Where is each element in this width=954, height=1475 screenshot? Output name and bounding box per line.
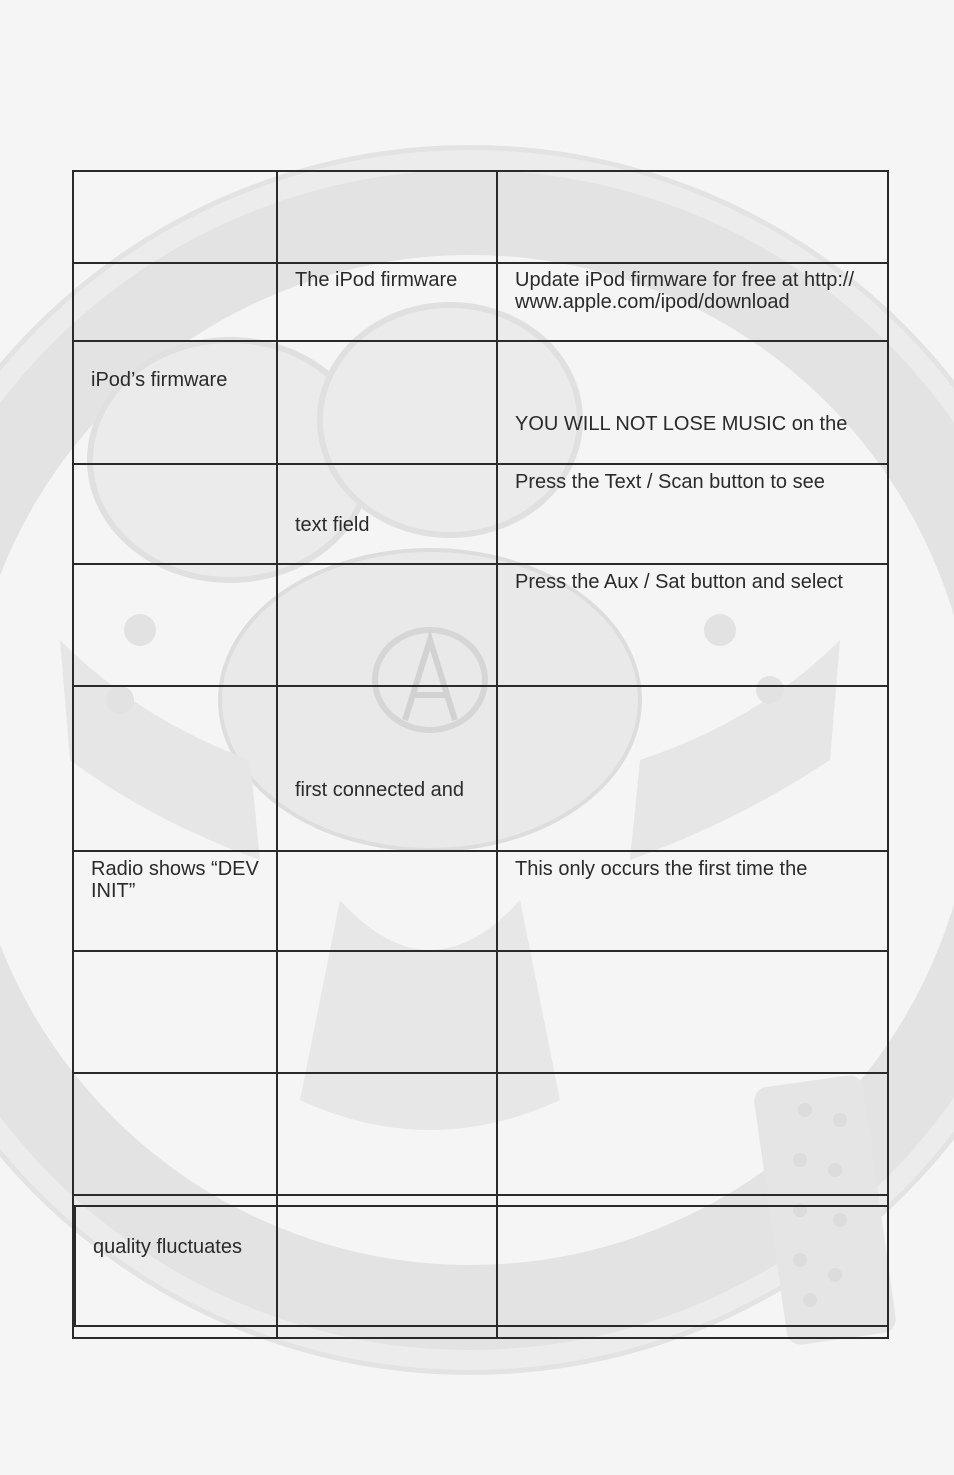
troubleshooting-table bbox=[72, 170, 889, 1339]
cell-text: Press the Text / Scan button to see bbox=[515, 471, 825, 493]
table-cell bbox=[278, 687, 498, 850]
table-row bbox=[72, 264, 889, 342]
table-cell bbox=[74, 172, 278, 262]
table-cell bbox=[74, 264, 278, 340]
table-cell bbox=[74, 852, 278, 950]
table-row bbox=[72, 852, 889, 952]
highlighted-row-box bbox=[74, 1205, 889, 1327]
cell-text: INIT” bbox=[91, 880, 136, 902]
table-cell bbox=[76, 1207, 278, 1325]
table-row bbox=[72, 565, 889, 687]
table-cell bbox=[498, 852, 887, 950]
cell-text: This only occurs the first time the bbox=[515, 858, 808, 880]
table-cell bbox=[498, 952, 887, 1072]
table-row bbox=[72, 952, 889, 1074]
cell-text: The iPod firmware bbox=[295, 269, 458, 291]
cell-text: www.apple.com/ipod/download bbox=[515, 291, 790, 313]
table-row bbox=[72, 170, 889, 264]
table-cell bbox=[74, 565, 278, 685]
table-cell bbox=[278, 852, 498, 950]
table-cell bbox=[74, 952, 278, 1072]
table-row bbox=[72, 342, 889, 465]
table-cell bbox=[498, 172, 887, 262]
table-row bbox=[72, 1074, 889, 1196]
table-cell bbox=[74, 465, 278, 563]
cell-text: first connected and bbox=[295, 779, 464, 801]
table-cell bbox=[278, 1074, 498, 1194]
table-cell bbox=[278, 264, 498, 340]
table-cell bbox=[498, 565, 887, 685]
table-cell bbox=[278, 465, 498, 563]
table-cell bbox=[278, 952, 498, 1072]
table-cell bbox=[278, 172, 498, 262]
cell-text: text field bbox=[295, 514, 370, 536]
table-cell bbox=[498, 342, 887, 463]
cell-text: Radio shows “DEV bbox=[91, 858, 259, 880]
cell-text: Press the Aux / Sat button and select bbox=[515, 571, 843, 593]
table-cell bbox=[74, 342, 278, 463]
table-cell bbox=[498, 264, 887, 340]
table-cell bbox=[74, 1074, 278, 1194]
table-cell bbox=[278, 342, 498, 463]
table-cell bbox=[278, 1207, 498, 1325]
cell-text: YOU WILL NOT LOSE MUSIC on the bbox=[515, 413, 848, 435]
table-cell bbox=[74, 687, 278, 850]
table-cell bbox=[498, 687, 887, 850]
cell-text: Update iPod firmware for free at http:// bbox=[515, 269, 855, 291]
table-cell bbox=[498, 1074, 887, 1194]
table-row bbox=[72, 687, 889, 852]
table-cell bbox=[278, 565, 498, 685]
table-row bbox=[72, 1196, 889, 1339]
table-row bbox=[72, 465, 889, 565]
table-cell bbox=[498, 1207, 887, 1325]
cell-text: iPod’s firmware bbox=[91, 369, 228, 391]
cell-text: quality fluctuates bbox=[93, 1236, 242, 1258]
table-cell bbox=[498, 465, 887, 563]
